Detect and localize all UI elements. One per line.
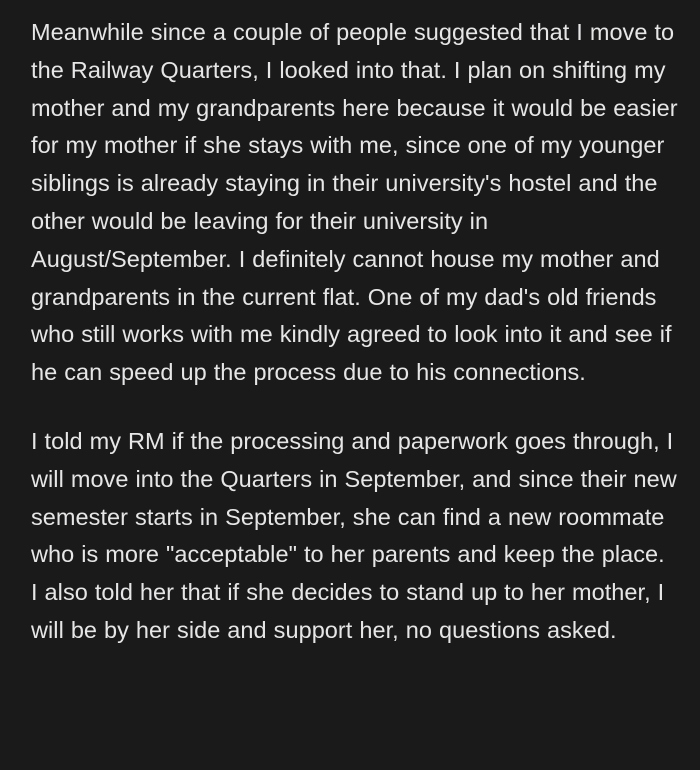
post-paragraph-1: Meanwhile since a couple of people suggested that I move to the Railway Quarters, I looked into that. I plan on shifting my mother and my grandparents here because it would be easier for my mother if she stays with me, since one of my younger siblings is already staying in their university's hostel and the other would be leaving for their university in August/September. I definitely cannot house my mother and grandparents in the current flat. One of my dad's old friends who still works with me kindly agreed to look into it and see if he can speed up the process due to his connections. <box>31 19 678 386</box>
post-paragraph-2: I told my RM if the processing and paperwork goes through, I will move into the Quarters in September, and since their new semester starts in September, she can find a new roommate who is more "acceptable" to her parents and keep the place. I also told her that if she decides to stand up to her mother, I will be by her side and support her, no questions asked. <box>31 427 677 643</box>
